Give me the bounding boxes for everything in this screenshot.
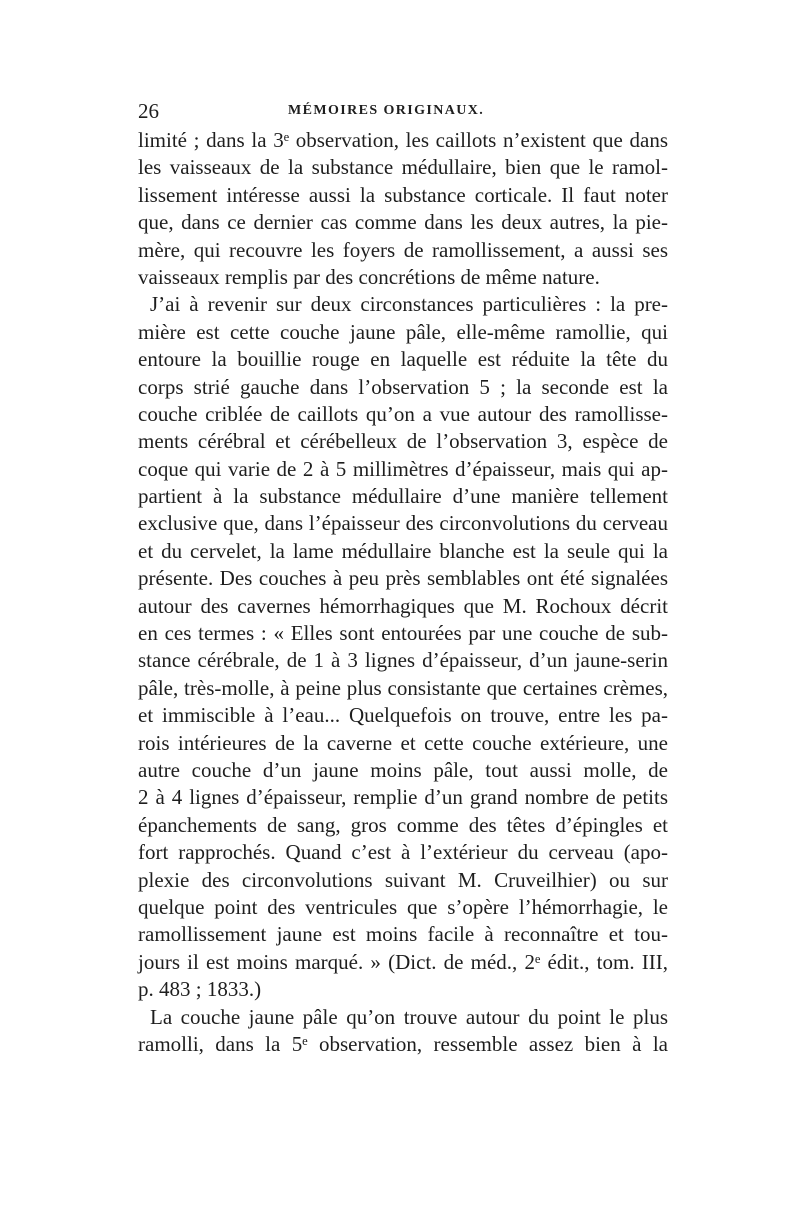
text-line: La couche jaune pâle qu’on trouve autour du point le plus bbox=[150, 1004, 668, 1029]
text-line: corps strié gauche dans l’observation 5 ; la seconde est la bbox=[138, 374, 668, 399]
text-line: ramollissement jaune est moins facile à reconnaître et tou- bbox=[138, 922, 668, 947]
text-line: et immiscible à l’eau... Quelquefois on trouve, entre les pa- bbox=[138, 703, 668, 728]
text-line: mère, qui recouvre les foyers de ramollissement, a aussi ses bbox=[138, 237, 668, 262]
text-line: les vaisseaux de la substance médullaire, bien que le ramol- bbox=[138, 155, 668, 180]
text-line: que, dans ce dernier cas comme dans les deux autres, la pie- bbox=[138, 210, 668, 235]
text-line: p. 483 ; 1833.) bbox=[138, 977, 262, 1002]
text-line: épanchements de sang, gros comme des têtes d’épingles et bbox=[138, 812, 668, 837]
text-line: jours il est moins marqué. » (Dict. de méd., 2ᵉ édit., tom. III, bbox=[138, 949, 668, 974]
text-line: rois intérieures de la caverne et cette couche extérieure, une bbox=[138, 730, 668, 755]
text-line: stance cérébrale, de 1 à 3 lignes d’épaisseur, d’un jaune-serin bbox=[138, 648, 668, 673]
running-title: MÉMOIRES ORIGINAUX. bbox=[288, 103, 485, 118]
text-line: lissement intéresse aussi la substance corticale. Il faut noter bbox=[138, 182, 668, 207]
text-line: présente. Des couches à peu près semblables ont été signalées bbox=[138, 566, 668, 591]
text-line: en ces termes : « Elles sont entourées par une couche de sub- bbox=[138, 621, 668, 646]
text-line: autre couche d’un jaune moins pâle, tout aussi molle, de bbox=[138, 757, 668, 782]
text-line: vaisseaux remplis par des concrétions de même nature. bbox=[138, 264, 600, 289]
text-line: 2 à 4 lignes d’épaisseur, remplie d’un grand nombre de petits bbox=[138, 785, 668, 810]
text-line: autour des cavernes hémorrhagiques que M. Rochoux décrit bbox=[138, 593, 668, 618]
text-line: fort rapprochés. Quand c’est à l’extérieur du cerveau (apo- bbox=[138, 840, 668, 865]
text-line: ments cérébral et cérébelleux de l’observation 3, espèce de bbox=[138, 429, 668, 454]
page-header bbox=[138, 96, 668, 126]
text-line: pâle, très-molle, à peine plus consistante que certaines crèmes, bbox=[138, 675, 668, 700]
text-line: partient à la substance médullaire d’une manière tellement bbox=[138, 484, 668, 509]
text-line: couche criblée de caillots qu’on a vue autour des ramollisse- bbox=[138, 401, 668, 426]
text-line: mière est cette couche jaune pâle, elle-même ramollie, qui bbox=[138, 319, 668, 344]
text-line: entoure la bouillie rouge en laquelle est réduite la tête du bbox=[138, 347, 668, 372]
body-text bbox=[138, 127, 668, 1058]
text-line: et du cervelet, la lame médullaire blanche est la seule qui la bbox=[138, 538, 668, 563]
page-number: 26 bbox=[138, 99, 159, 123]
text-line: plexie des circonvolutions suivant M. Cruveilhier) ou sur bbox=[138, 867, 668, 892]
text-line: ramolli, dans la 5ᵉ observation, ressemble assez bien à la bbox=[138, 1031, 668, 1056]
text-line: J’ai à revenir sur deux circonstances particulières : la pre- bbox=[150, 292, 668, 317]
text-line: limité ; dans la 3ᵉ observation, les caillots n’existent que dans bbox=[138, 128, 668, 152]
text-line: coque qui varie de 2 à 5 millimètres d’épaisseur, mais qui ap- bbox=[138, 456, 668, 481]
text-line: exclusive que, dans l’épaisseur des circonvolutions du cerveau bbox=[138, 511, 668, 536]
text-line: quelque point des ventricules que s’opère l’hémorrhagie, le bbox=[138, 894, 668, 919]
